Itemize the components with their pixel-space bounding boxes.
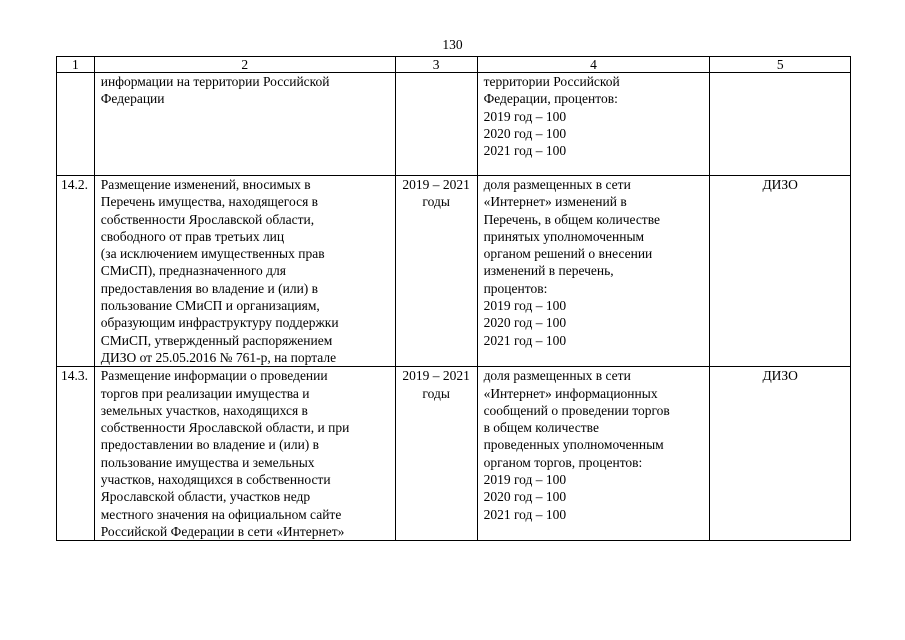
measure-line: пользование СМиСП и организациям,	[100, 298, 320, 314]
indicator-line: доля размещенных в сети	[483, 368, 631, 384]
term-cell	[395, 176, 477, 367]
term-cell	[395, 367, 477, 541]
measures-table	[56, 56, 851, 541]
measure-line: участков, находящихся в собственности	[100, 472, 331, 488]
indicator-line: «Интернет» информационных	[483, 385, 658, 401]
executor-cell	[710, 73, 851, 176]
indicator-line: 2021 год – 100	[483, 332, 567, 348]
table-row	[57, 176, 851, 367]
measure-line: СМиСП, утвержденный распоряжением	[100, 332, 333, 348]
column-number-2: 2	[94, 57, 395, 73]
measure-line: торгов при реализации имущества и	[100, 385, 310, 401]
measure-line: СМиСП), предназначенного для	[100, 263, 286, 279]
indicator-line: 2021 год – 100	[483, 506, 567, 522]
measure-cell	[94, 176, 395, 367]
indicator-line: в общем количестве	[483, 420, 599, 436]
indicator-line: Федерации, процентов:	[483, 91, 618, 107]
indicator-cell	[477, 73, 710, 176]
measure-line: информации на территории Российской	[100, 74, 330, 89]
measure-cell	[94, 73, 395, 176]
indicator-line: доля размещенных в сети	[483, 177, 631, 192]
indicator-line: 2019 год – 100	[483, 108, 567, 124]
column-number-1: 1	[57, 57, 95, 73]
item-number-cell: 14.2.	[57, 176, 95, 367]
measure-line: земельных участков, находящихся в	[100, 402, 308, 418]
term-cell	[395, 73, 477, 176]
measure-line: Перечень имущества, находящегося в	[100, 194, 319, 210]
indicator-line: 2019 год – 100	[483, 472, 567, 488]
measure-line: предоставлении во владение и (или) в	[100, 437, 320, 453]
measure-line: предоставления во владение и (или) в	[100, 280, 319, 296]
executor-cell: ДИЗО	[710, 367, 851, 541]
indicator-line: органом торгов, процентов:	[483, 454, 643, 470]
indicator-line: изменений в перечень,	[483, 263, 614, 279]
measure-line: Размещение информации о проведении	[100, 368, 328, 384]
measure-line: ДИЗО от 25.05.2016 № 761-р, на портале	[100, 349, 337, 365]
column-number-4: 4	[477, 57, 710, 73]
indicator-line: 2019 год – 100	[483, 298, 567, 314]
measure-line: свободного от прав третьих лиц	[100, 228, 285, 244]
measure-cell	[94, 367, 395, 541]
table-header-row	[57, 57, 851, 73]
indicator-line: проведенных уполномоченным	[483, 437, 664, 453]
term-line: годы	[422, 385, 450, 401]
indicator-line: 2020 год – 100	[483, 489, 567, 505]
indicator-line: принятых уполномоченным	[483, 228, 645, 244]
measure-line: местного значения на официальном сайте	[100, 506, 342, 522]
indicator-line: процентов:	[483, 280, 548, 296]
table-row	[57, 73, 851, 176]
indicator-cell	[477, 176, 710, 367]
executor-cell: ДИЗО	[710, 176, 851, 367]
table-row	[57, 367, 851, 541]
indicator-line: 2020 год – 100	[483, 315, 567, 331]
term-line: годы	[422, 194, 450, 210]
page-number: 130	[442, 37, 463, 52]
measure-line: Ярославской области, участков недр	[100, 489, 311, 505]
indicator-line: 2021 год – 100	[483, 143, 567, 159]
term-line: 2019 – 2021	[402, 368, 470, 384]
item-number-cell: 14.3.	[57, 367, 95, 541]
measure-line: собственности Ярославской области, и при	[100, 420, 350, 436]
indicator-line: 2020 год – 100	[483, 125, 567, 141]
measure-line: пользование имущества и земельных	[100, 454, 315, 470]
indicator-line: Перечень, в общем количестве	[483, 211, 660, 227]
measure-line: Федерации	[100, 91, 165, 107]
measure-line: Размещение изменений, вносимых в	[100, 177, 311, 192]
measure-line: образующим инфраструктуру поддержки	[100, 315, 339, 331]
indicator-line: территории Российской	[483, 74, 620, 89]
measure-line: Российской Федерации в сети «Интернет»	[100, 523, 345, 539]
measure-line: (за исключением имущественных прав	[100, 246, 325, 262]
indicator-line: сообщений о проведении торгов	[483, 402, 670, 418]
item-number-cell	[57, 73, 95, 176]
indicator-line: «Интернет» изменений в	[483, 194, 627, 210]
indicator-line: органом решений о внесении	[483, 246, 653, 262]
term-line: 2019 – 2021	[402, 177, 470, 192]
column-number-3: 3	[395, 57, 477, 73]
measure-line: собственности Ярославской области,	[100, 211, 315, 227]
indicator-cell	[477, 367, 710, 541]
column-number-5: 5	[710, 57, 851, 73]
